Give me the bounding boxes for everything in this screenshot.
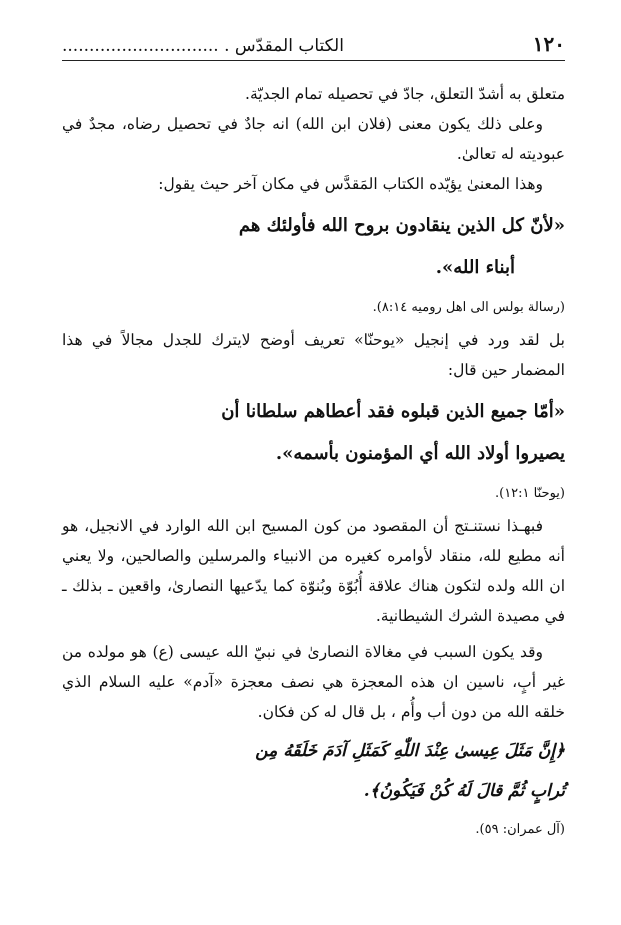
page-header	[62, 32, 565, 60]
paragraph-conclusion: فبهـذا نستنـتج أن المقصود من كون المسيح ابن الله الوارد في الانجيل، هو أنه مطيع لله، منقاد لأوامره كغيره من الانبياء والمرسلين والصالحين، ولا يعني ان الله ولده لتكون هناك علاقة أُبُوّة وبُنوّة كما يدّعيها النصارىٰ، واقعين ـ بذلك ـ في مصيدة الشرك الشيطانية.	[62, 517, 565, 625]
quote-line-1: «أمّا جميع الذين قبلوه فقد أعطاهم سلطانا أن	[221, 401, 565, 422]
paragraph-3: وهذا المعنىٰ يؤيّده الكتاب المَقدَّس في مكان آخر حيث يقول:	[158, 175, 543, 193]
quotation-john	[62, 391, 565, 475]
quotation-romans	[62, 205, 565, 289]
header-rule	[62, 60, 565, 61]
quote-line-2: أبناء الله».	[435, 257, 515, 278]
paragraph-john-intro: بل لقد ورد في إنجيل «يوحنّا» تعريف أوضح لايترك للجدل مجالاً في هذا المضمار حين قال:	[62, 331, 565, 379]
verse-line-2: تُرابٍ ثُمَّ قالَ لَهُ كُنْ فَيَكُونُ﴾.	[363, 781, 565, 801]
paragraph-2: وعلى ذلك يكون معنى (فلان ابن الله) انه جادٌ في تحصيل رضاه، مجدٌ في عبوديته له تعالىٰ.	[62, 115, 565, 163]
quote-line-2: يصيروا أولاد الله أي المؤمنون بأسمه».	[275, 443, 565, 464]
reference-quran: (آل عمران: ٥٩).	[475, 822, 565, 837]
paragraph-reason: وقد يكون السبب في مغالاة النصارىٰ في نبيّ الله عيسى (ع) هو مولده من غير أبٍ، ناسين ان هذه المعجزة هي نصف معجزة «آدم» عليه السلام الذي خلقه الله من دون أب وأُم ، بل قال له كن فكان.	[62, 643, 565, 721]
quran-verse	[62, 731, 565, 811]
running-title: الكتاب المقدّس . .............................	[62, 36, 344, 56]
verse-line-1: ﴿إِنَّ مَثَلَ عِيسىٰ عِنْدَ اللّٰهِ كَمَثَلِ آدَمَ خَلَقَهُ مِن	[255, 741, 565, 761]
quote-line-1: «لأنّ كل الذين ينقادون بروح الله فأولئك هم	[238, 215, 565, 236]
reference-john: (يوحنّا ١٢:١).	[494, 486, 565, 501]
page-body	[62, 79, 565, 843]
page-number: ١٢٠	[532, 32, 565, 56]
paragraph-1: متعلق به أشدّ التعلق، جادّ في تحصيله تمام الجديّة.	[245, 85, 565, 103]
reference-romans: (رسالة بولس الى اهل روميه ٨:١٤).	[372, 300, 565, 315]
